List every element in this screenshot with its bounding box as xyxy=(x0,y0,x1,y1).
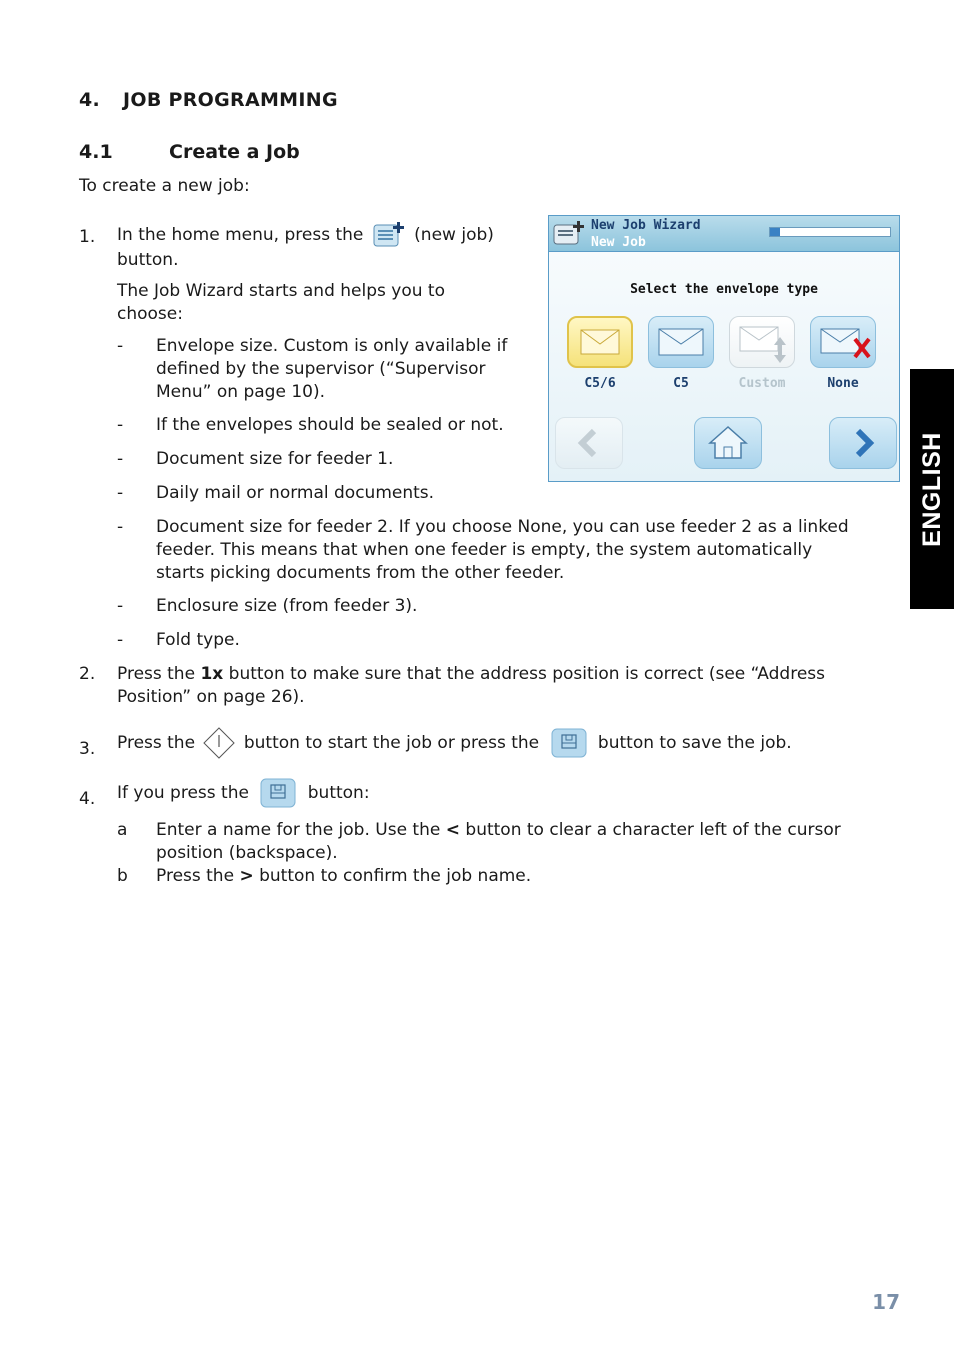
back-button[interactable] xyxy=(555,417,623,469)
sub-step-a: Enter a name for the job. Use the < button to clear a character left of the cursor xyxy=(156,820,841,840)
list-dash: - xyxy=(117,630,124,650)
new-job-icon xyxy=(373,222,405,248)
option-label-c5: C5 xyxy=(673,376,689,391)
step-1-para-line-1: The Job Wizard starts and helps you to xyxy=(117,281,445,301)
wizard-subtitle: New Job xyxy=(591,235,646,250)
chevron-right-icon xyxy=(830,418,896,468)
section-title: Create a Job xyxy=(169,141,300,163)
save-icon xyxy=(551,728,587,758)
sub-step-b: Press the > button to confirm the job name. xyxy=(156,866,532,886)
wizard-progress-bar xyxy=(769,227,891,237)
section-number: 4.1 xyxy=(79,141,113,163)
step-2-line-1: Press the 1x button to make sure that the address position is correct (see “Address xyxy=(117,664,825,684)
step-1-number: 1. xyxy=(79,227,96,247)
step-2-number: 2. xyxy=(79,664,96,684)
option-label-custom: Custom xyxy=(738,376,786,391)
progress-fill xyxy=(770,228,780,236)
envelope-icon xyxy=(569,318,631,366)
option-label-none: None xyxy=(827,376,859,391)
list-item: Envelope size. Custom is only available if defined by the supervisor (“Supervisor Menu” on page 10). xyxy=(156,336,508,402)
start-icon xyxy=(203,727,235,759)
language-tab: ENGLISH xyxy=(910,369,954,609)
list-item: Document size for feeder 1. xyxy=(156,449,394,469)
step-3-line: Press the button to start the job or press the button to save the job. xyxy=(117,726,792,760)
list-item: Enclosure size (from feeder 3). xyxy=(156,596,418,616)
step-3-number: 3. xyxy=(79,739,96,759)
list-item: Daily mail or normal documents. xyxy=(156,483,435,503)
list-dash: - xyxy=(117,336,124,356)
list-dash: - xyxy=(117,449,124,469)
one-x-button-label: 1x xyxy=(200,664,224,684)
list-dash: - xyxy=(117,415,124,435)
envelope-custom-icon xyxy=(730,317,794,367)
envelope-c5-6-button[interactable] xyxy=(567,316,633,368)
chapter-heading xyxy=(79,89,338,112)
sub-step-letter: a xyxy=(117,820,128,840)
envelope-custom-button[interactable] xyxy=(729,316,795,368)
envelope-icon xyxy=(649,317,713,367)
wizard-header xyxy=(549,216,899,252)
next-button[interactable] xyxy=(829,417,897,469)
sub-step-a-line-2: position (backspace). xyxy=(156,843,338,863)
step-2-line-2: Position” on page 26). xyxy=(117,687,305,707)
step-1-line-1: In the home menu, press the (new job) xyxy=(117,222,494,248)
step-1-para-line-2: choose: xyxy=(117,304,183,324)
home-icon xyxy=(695,418,761,468)
home-button[interactable] xyxy=(694,417,762,469)
new-job-wizard-screenshot xyxy=(548,215,900,482)
step-4-line: If you press the button: xyxy=(117,776,370,810)
intro-text: To create a new job: xyxy=(79,176,250,196)
envelope-c5-button[interactable] xyxy=(648,316,714,368)
new-job-icon xyxy=(553,220,585,246)
chapter-title: JOB PROGRAMMING xyxy=(123,89,338,111)
sub-step-letter: b xyxy=(117,866,128,886)
list-item: If the envelopes should be sealed or not. xyxy=(156,415,504,435)
wizard-prompt: Select the envelope type xyxy=(630,282,818,297)
chapter-number: 4. xyxy=(79,89,101,111)
list-item: Document size for feeder 2. If you choose None, you can use feeder 2 as a linked feeder. This means that when one feeder is empty, the system automatically starts picking documents from the other feeder. xyxy=(156,517,849,583)
chevron-left-icon xyxy=(556,418,622,468)
list-dash: - xyxy=(117,517,124,537)
step-1-line-2: button. xyxy=(117,250,179,270)
envelope-none-icon xyxy=(811,317,875,367)
list-dash: - xyxy=(117,483,124,503)
section-heading xyxy=(79,141,300,164)
envelope-none-button[interactable] xyxy=(810,316,876,368)
save-icon xyxy=(260,778,296,808)
list-item: Fold type. xyxy=(156,630,240,650)
page-number: 17 xyxy=(872,1290,900,1314)
option-label-c5-6: C5/6 xyxy=(584,376,616,391)
list-dash: - xyxy=(117,596,124,616)
wizard-body xyxy=(549,252,899,481)
step-4-number: 4. xyxy=(79,789,96,809)
wizard-title: New Job Wizard xyxy=(591,218,701,233)
